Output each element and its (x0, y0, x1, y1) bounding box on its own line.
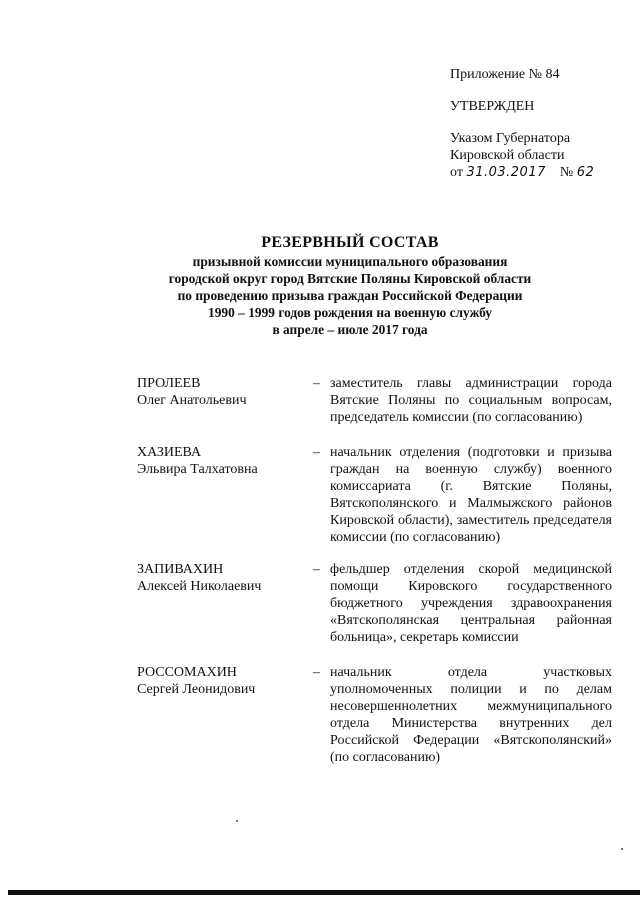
appendix-number: Приложение № 84 (450, 67, 560, 82)
member-role: фельдшер отделения скорой медицинской помощи Кировского государственного бюджетного учреждения здравоохранения «Вятскополянская центральная районная больница», секретарь комиссии (330, 562, 612, 645)
member-name (137, 375, 297, 409)
document-title: РЕЗЕРВНЫЙ СОСТАВ (261, 234, 439, 251)
member-given-name: Эльвира Талхатовна (137, 462, 258, 477)
approval-block (450, 66, 594, 181)
title-line-2: городской округ город Вятские Поляны Кировской области (168, 271, 532, 286)
scan-speck (621, 848, 623, 850)
title-line-1: призывной комиссии муниципального образования (192, 254, 508, 269)
scan-edge-bar (8, 890, 640, 895)
member-name (137, 561, 297, 595)
member-entry (137, 664, 612, 766)
member-surname: ЗАПИВАХИН (137, 562, 224, 577)
handwritten-date: 31.03.2017 (466, 165, 546, 180)
member-dash: – (313, 562, 320, 577)
member-dash: – (313, 445, 320, 460)
member-entry (137, 561, 612, 664)
scan-speck (236, 820, 238, 822)
approved-label: УТВЕРЖДЕН (450, 99, 535, 114)
document-title-block (60, 233, 640, 338)
title-line-3: по проведению призыва граждан Российской Федерации (177, 288, 523, 303)
member-list (137, 375, 612, 766)
member-dash: – (313, 665, 320, 680)
member-surname: РОССОМАХИН (137, 665, 237, 680)
member-given-name: Олег Анатольевич (137, 393, 247, 408)
member-name (137, 664, 297, 698)
member-dash: – (313, 376, 320, 391)
decree-line-1: Указом Губернатора (450, 131, 571, 146)
title-line-4: 1990 – 1999 годов рождения на военную службу (208, 305, 492, 320)
number-prefix: № (559, 165, 574, 180)
member-entry (137, 375, 612, 444)
member-role: начальник отдела участковых уполномоченных полиции и по делам несовершеннолетних межмуниципального отдела Министерства внутренних дел Российской Федерации «Вятскополянский» (по согласованию) (330, 665, 612, 765)
handwritten-number: 62 (576, 165, 595, 180)
member-role: заместитель главы администрации города Вятские Поляны по социальным вопросам, председатель комиссии (по согласованию) (330, 376, 612, 425)
member-name (137, 444, 297, 478)
member-surname: ПРОЛЕЕВ (137, 376, 201, 391)
member-role: начальник отделения (подготовки и призыва граждан на военную службу) военного комиссариата (г. Вятские Поляны, Вятскополянского и Малмыжского районов Кировской области), заместитель председателя комиссии (по согласованию) (330, 445, 612, 545)
member-surname: ХАЗИЕВА (137, 445, 202, 460)
decree-date-line (450, 164, 594, 181)
member-given-name: Алексей Николаевич (137, 579, 262, 594)
date-prefix: от (450, 165, 463, 180)
member-entry (137, 444, 612, 561)
title-line-5: в апреле – июле 2017 года (272, 322, 428, 337)
member-given-name: Сергей Леонидович (137, 682, 256, 697)
decree-line-2: Кировской области (450, 148, 565, 163)
